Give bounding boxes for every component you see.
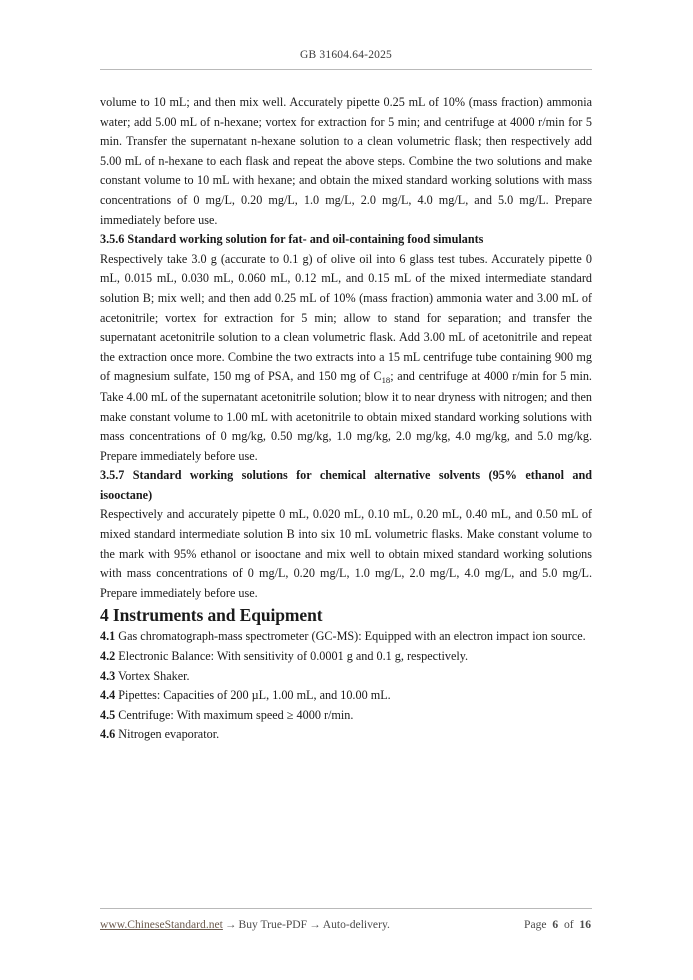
footer-row xyxy=(100,917,592,932)
document-content xyxy=(100,93,592,745)
item-4-1 xyxy=(100,627,592,647)
subscript-c18: 18 xyxy=(381,375,391,386)
item-4-5-number: 4.5 xyxy=(100,707,116,722)
heading-3-5-6: 3.5.6 Standard working solution for fat- and oil-containing food simulants xyxy=(100,232,484,247)
heading-section-4: 4 Instruments and Equipment xyxy=(100,605,323,626)
page-number xyxy=(524,917,592,932)
item-4-3 xyxy=(100,667,592,687)
item-4-3-number: 4.3 xyxy=(100,668,116,683)
item-4-2-number: 4.2 xyxy=(100,649,116,664)
footer-promo xyxy=(100,917,390,932)
item-4-5-text: Centrifuge: With maximum speed ≥ 4000 r/min. xyxy=(115,707,354,722)
header-divider xyxy=(100,69,592,70)
arrow-right-icon-2: → xyxy=(309,918,321,931)
paragraph-3-5-7: Respectively and accurately pipette 0 mL, 0.020 mL, 0.10 mL, 0.20 mL, 0.40 mL, and 0.50 mL of mixed standard intermediate solution B into six 10 mL volumetric flasks. Make constant volume to the mark with 95% ethanol or isooctane and mix well to obtain mixed standard working solutions with mass concentrations of 0 mg/L, 0.20 mg/L, 1.0 mg/L, 2.0 mg/L, 4.0 mg/L, and 5.0 mg/L. Prepare immediately before use. xyxy=(100,507,592,600)
page-of-label: of xyxy=(563,918,574,931)
paragraph-3-5-6-part-a: Respectively take 3.0 g (accurate to 0.1 g) of olive oil into 6 glass test tubes. Accurately pipette 0 mL, 0.015 mL, 0.030 mL, 0.060 mL, 0.12 mL, and 0.15 mL of the mixed intermediate standard solution B; mix well; and then add 0.25 mL of 10% (mass fraction) ammonia water and 3.00 mL of acetonitrile; vortex for extraction for 5 min; allow to stand for separation; and transfer the supernatant acetonitrile solution to a clean volumetric flask. Add 3.00 mL of acetonitrile and repeat the extraction once more. Combine the two extracts into a 15 mL centrifuge tube containing 900 mg of magnesium sulfate, 150 mg of PSA, and 150 mg of C xyxy=(100,251,592,384)
item-4-3-text: Vortex Shaker. xyxy=(115,668,190,683)
page-footer xyxy=(100,908,592,932)
footer-promo-delivery: Auto-delivery. xyxy=(322,918,390,931)
item-4-6 xyxy=(100,725,592,745)
item-4-6-text: Nitrogen evaporator. xyxy=(115,727,220,742)
page-header xyxy=(100,48,592,70)
item-4-4 xyxy=(100,686,592,706)
arrow-right-icon-1: → xyxy=(224,918,237,931)
footer-website-link[interactable]: www.ChineseStandard.net xyxy=(100,918,223,931)
paragraph-3-5-6-part-b: ; and centrifuge at 4000 r/min for 5 min. Take 4.00 mL of the supernatant acetonitrile solution; blow it to near dryness with nitrogen; and then make constant volume to 1.00 mL with acetonitrile to obtain mixed standard working solutions with mass concentrations of 0 mg/kg, 0.50 mg/kg, 1.0 mg/kg, 2.0 mg/kg, 4.0 mg/kg, and 5.0 mg/kg. Prepare immediately before use. xyxy=(100,369,592,463)
heading-3-5-7: 3.5.7 Standard working solutions for chemical alternative solvents (95% ethanol and isooctane) xyxy=(100,468,592,502)
item-4-2 xyxy=(100,647,592,667)
item-4-6-number: 4.6 xyxy=(100,727,116,742)
page-current: 6 xyxy=(552,918,559,931)
item-4-1-number: 4.1 xyxy=(100,629,116,644)
paragraph-continuation-3-5-5: volume to 10 mL; and then mix well. Accurately pipette 0.25 mL of 10% (mass fraction) ammonia water; add 5.00 mL of n-hexane; vortex for extraction for 5 min; and centrifuge at 4000 r/min for 5 min. Transfer the supernatant n-hexane solution to a clean volumetric flask; then respectively add 5.00 mL of n-hexane to each flask and repeat the above steps. Combine the two solutions and make constant volume to 10 mL with hexane; and obtain the mixed standard working solutions with mass concentrations of 0 mg/L, 0.20 mg/L, 1.0 mg/L, 2.0 mg/L, 4.0 mg/L, and 5.0 mg/L. Prepare immediately before use. xyxy=(100,95,592,227)
item-4-2-text: Electronic Balance: With sensitivity of 0.0001 g and 0.1 g, respectively. xyxy=(115,649,469,664)
item-4-4-text: Pipettes: Capacities of 200 µL, 1.00 mL, and 10.00 mL. xyxy=(115,688,391,703)
page-label: Page xyxy=(524,918,547,931)
item-4-4-number: 4.4 xyxy=(100,688,116,703)
header-standard-code: GB 31604.64-2025 xyxy=(299,49,392,61)
item-4-1-text: Gas chromatograph-mass spectrometer (GC-MS): Equipped with an electron impact ion source. xyxy=(115,629,586,644)
footer-promo-buy: Buy True-PDF xyxy=(238,918,308,931)
page-total: 16 xyxy=(579,918,591,931)
footer-divider xyxy=(100,908,592,909)
paragraph-3-5-6 xyxy=(100,250,592,467)
item-4-5 xyxy=(100,706,592,726)
